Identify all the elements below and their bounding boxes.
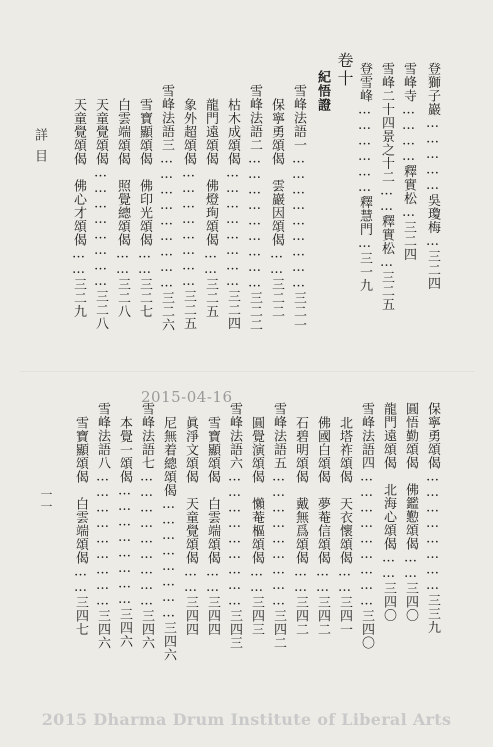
watermark-text: 2015 Dharma Drum Institute of Liberal Arts (41, 710, 452, 729)
date-stamp: 2015-04-16 (141, 388, 233, 406)
toc-entry: 天童覺頌偈……………………三二八 (93, 98, 108, 330)
toc-entry: 雪峰法語五………………………三四二 (271, 402, 286, 650)
toc-entry: 雪峰二十四景之十二……釋實松…三二五 (379, 62, 394, 311)
toc-entry: 北塔祚頌偈 天衣懷頌偈……三四一 (337, 416, 352, 636)
toc-entry: 龍門遠頌偈 佛燈珣頌偈……三二五 (203, 98, 218, 318)
toc-entry: 雪寶顯頌偈 佛印光頌偈……三二七 (137, 98, 152, 318)
toc-entry: 枯木成頌偈……………………三二四 (225, 98, 240, 330)
toc-entry: 雪峰法語四………………………三四〇 (359, 402, 374, 650)
toc-entry: 尼無着總頌偈……………………三四六 (161, 416, 176, 662)
toc-entry: 雪寶顯頌偈 白雲端頌偈……三四四 (205, 416, 220, 636)
toc-entry: 雪峰法語三………………………三二六 (159, 84, 174, 332)
toc-entry: 保寧勇頌偈 雲巖因頌偈……三二二 (269, 98, 284, 318)
page-fold-divider (20, 371, 475, 372)
toc-entry: 登雪峰………………釋慧門…三一九 (357, 62, 372, 292)
toc-entry: 雪峰法語八………………………三四六 (95, 402, 110, 650)
toc-entry: 圓覺演頌偈 懶菴樞頌偈……三四三 (249, 416, 264, 636)
toc-entry: 雪峰法語一………………………三二一 (291, 84, 306, 332)
toc-entry: 圓悟勤頌偈 佛鑑懃頌偈……三四〇 (403, 402, 418, 622)
side-label: 詳目 (32, 128, 47, 170)
toc-entry: 龍門遠頌偈 北海心頌偈……三四〇 (381, 402, 396, 622)
toc-entry: 白雲端頌偈 照覺總頌偈……三二八 (115, 98, 130, 318)
toc-entry: 石碧明頌偈 戴無爲頌偈……三四二 (293, 416, 308, 636)
toc-entry: 雪峰法語七………………………三四六 (139, 402, 154, 650)
toc-entry: 天童覺頌偈 佛心才頌偈……三二九 (71, 98, 86, 318)
volume-heading: 卷十 (335, 52, 354, 88)
section-heading: 紀悟證 (315, 70, 330, 112)
toc-entry: 雪寶顯頌偈 白雲端頌偈……三四七 (73, 416, 88, 636)
toc-entry: 佛國白頌偈 夢菴信頌偈……三四二 (315, 416, 330, 636)
toc-entry: 保寧勇頌偈……………………三三九 (425, 402, 440, 634)
page-number: 一一 (39, 488, 53, 512)
toc-entry: 登獅子巖……………吳瓊梅…三二四 (425, 62, 440, 290)
toc-entry: 雪峰寺…………釋實松…三二四 (401, 62, 416, 261)
toc-entry: 本覺一頌偈……………………三四六 (117, 416, 132, 648)
toc-entry: 雪峰法語二………………………三二二 (247, 84, 262, 332)
toc-entry: 眞淨文頌偈 天童覺頌偈……三四四 (183, 416, 198, 636)
toc-entry: 雪峰法語六………………………三四三 (227, 402, 242, 650)
toc-entry: 象外超頌偈……………………三二五 (181, 98, 196, 330)
